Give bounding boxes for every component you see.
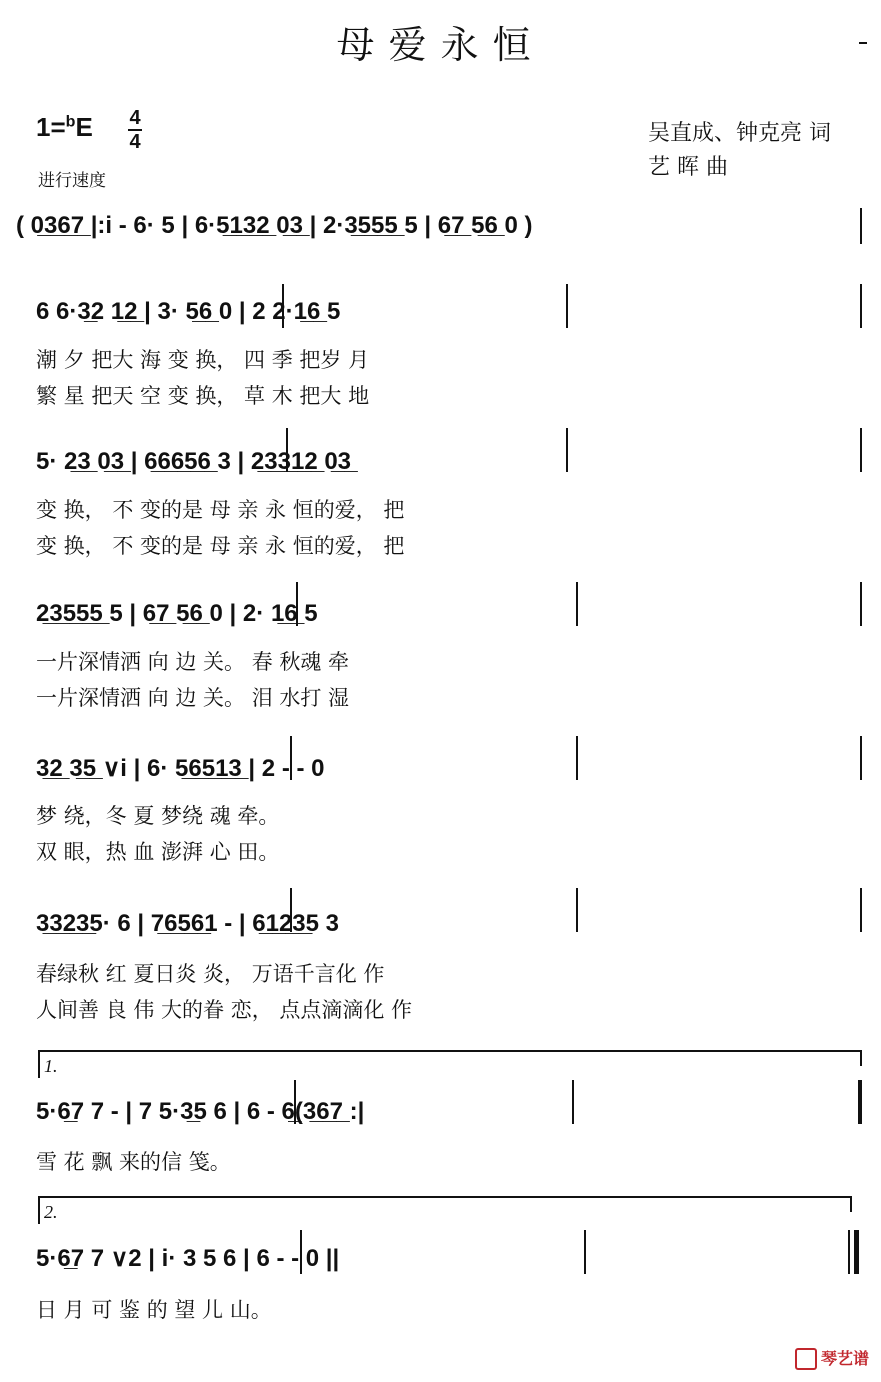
notation-line: 6 6·3̲2 1̲2̲ | 3· 5̲6̲ 0 | 2 2·1̲6̲ 5 bbox=[36, 298, 341, 325]
lyric-verse-2: 繁 星 把天 空 变 换， 草 木 把大 地 bbox=[36, 384, 370, 408]
repeat-end-barline bbox=[858, 1080, 862, 1124]
lyric-verse-1: 变 换， 不 变的是 母 亲 永 恒的爱， 把 bbox=[36, 498, 405, 522]
system-ending-2 bbox=[0, 1196, 881, 1326]
lyric-verse-2: 一片深情洒 向 边 关。 泪 水打 湿 bbox=[36, 686, 350, 710]
bar-line bbox=[572, 1080, 574, 1124]
bar-line bbox=[584, 1230, 586, 1274]
tempo-marking: 进行速度 bbox=[38, 171, 106, 191]
bar-line bbox=[860, 582, 862, 626]
bar-line bbox=[860, 736, 862, 780]
volta-bracket bbox=[38, 1050, 860, 1052]
lyric-verse-1: 一片深情洒 向 边 关。 春 秋魂 牵 bbox=[36, 650, 350, 674]
lyric-verse-2: 人间善 良 伟 大的眷 恋， 点点滴滴化 作 bbox=[36, 998, 413, 1022]
bar-line bbox=[576, 888, 578, 932]
lyric-verse-1: 日 月 可 鉴 的 望 儿 山。 bbox=[36, 1298, 272, 1322]
volta-bracket bbox=[38, 1196, 852, 1198]
notation-line: 5·6̲7 7 ∨2 | i· 3 5 6 | 6 - - 0 || bbox=[36, 1245, 340, 1272]
volta-bracket-left bbox=[38, 1196, 40, 1224]
lyric-verse-1: 梦 绕，冬 夏 梦绕 魂 牵。 bbox=[36, 804, 280, 828]
bar-line bbox=[860, 888, 862, 932]
volta-number: 2. bbox=[44, 1202, 58, 1222]
time-signature: 4 4 bbox=[129, 107, 141, 153]
system-3 bbox=[0, 582, 881, 712]
system-5 bbox=[0, 888, 881, 1022]
lyric-verse-2: 变 换， 不 变的是 母 亲 永 恒的爱， 把 bbox=[36, 534, 405, 558]
system-ending-1 bbox=[0, 1050, 881, 1180]
lyricist-credit: 吴直成、钟克亮 词 bbox=[648, 121, 831, 146]
lyric-verse-1: 雪 花 飘 来的信 笺。 bbox=[36, 1150, 231, 1174]
watermark-logo: 琴艺谱 bbox=[795, 1346, 869, 1371]
final-barline-thick bbox=[854, 1230, 859, 1274]
bar-line bbox=[860, 208, 862, 244]
system-4 bbox=[0, 736, 881, 866]
bar-line bbox=[576, 582, 578, 626]
system-1 bbox=[0, 280, 881, 410]
logo-icon bbox=[795, 1348, 817, 1370]
lyric-verse-1: 春绿秋 红 夏日炎 炎， 万语千言化 作 bbox=[36, 962, 385, 986]
lyric-verse-1: 潮 夕 把大 海 变 换， 四 季 把岁 月 bbox=[36, 348, 370, 372]
volta-bracket-right bbox=[860, 1050, 862, 1066]
notation-line: 5· 2̲3̲ 0̲3̲ | 6̲6̲6̲5̲6̲ 3 | 2̲3̲3̲1̲2̲ 0̲3̲ bbox=[36, 448, 352, 475]
notation-line: 2̲3̲5̲5̲5̲ 5 | 6̲7̲ 5̲6̲ 0 | 2· 1̲6̲ 5 bbox=[36, 600, 318, 627]
page-title: 母爱永恒 bbox=[336, 23, 545, 67]
bar-line bbox=[566, 428, 568, 472]
key-signature: 1=$^b$E bbox=[36, 112, 93, 142]
bar-line bbox=[860, 428, 862, 472]
notation-line: 3̲2̲ 3̲5̲ ∨i | 6· 5̲6̲5̲1̲3̲ | 2 - - 0 bbox=[36, 755, 325, 782]
notation-line: 3̲3̲2̲3̲5· 6 | 7̲6̲5̲6̲1 - | 6̲1̲2̲3̲5 3 bbox=[36, 910, 339, 937]
volta-bracket-right bbox=[850, 1196, 852, 1212]
bar-line bbox=[860, 284, 862, 328]
bar-line bbox=[566, 284, 568, 328]
bar-line bbox=[576, 736, 578, 780]
system-2 bbox=[0, 428, 881, 558]
corner-mark bbox=[859, 42, 867, 44]
composer-credit: 艺 晖 曲 bbox=[648, 155, 728, 180]
system-intro bbox=[0, 204, 881, 244]
notation-line: ( 0̲3̲6̲7̲ |:i - 6· 5 | 6·5̲1̲3̲2̲ 0̲3̲ | 2·3̲5̲5̲5̲ 5 | 6̲7̲ 5̲6̲ 0 ) bbox=[16, 212, 533, 239]
volta-number: 1. bbox=[44, 1056, 58, 1076]
lyric-verse-2: 双 眼，热 血 澎湃 心 田。 bbox=[36, 840, 280, 864]
notation-line: 5·6̲7 7 - | 7 5·3̲5 6 | 6 - 6̲(3̲6̲7̲ :| bbox=[36, 1098, 365, 1125]
final-barline-thin bbox=[848, 1230, 850, 1274]
volta-bracket-left bbox=[38, 1050, 40, 1078]
